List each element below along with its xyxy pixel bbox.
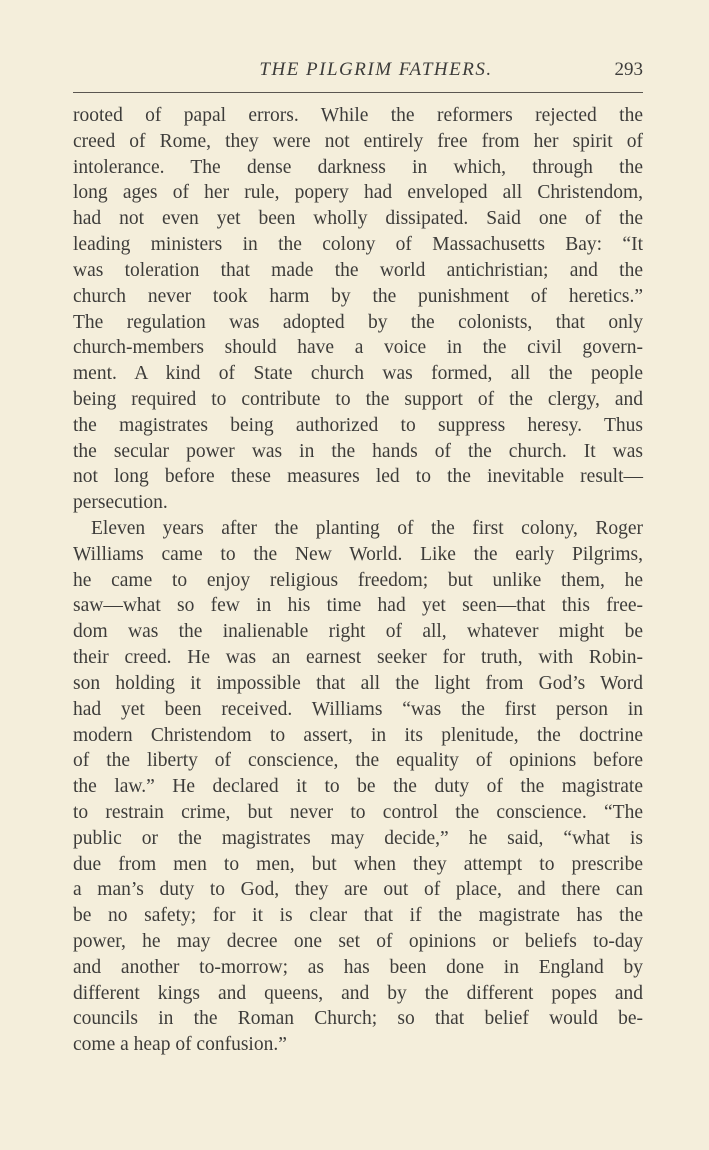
text-line: being required to contribute to the support of the clergy, and [73, 388, 643, 410]
text-line: ment. A kind of State church was formed, all the people [73, 363, 643, 385]
text-line: Williams came to the New World. Like the early Pilgrims, [73, 543, 643, 565]
text-line: saw—what so few in his time had yet seen—that this free- [73, 595, 643, 617]
running-head [73, 55, 643, 85]
running-title: THE PILGRIM FATHERS. [259, 59, 493, 80]
text-line: the secular power was in the hands of the church. It was [73, 440, 643, 462]
text-line: power, he may decree one set of opinions or beliefs to-day [73, 931, 643, 952]
text-line: their creed. He was an earnest seeker for truth, with Robin- [73, 647, 643, 669]
page-number: 293 [614, 59, 643, 80]
text-line: public or the magistrates may decide,” he said, “what is [73, 827, 643, 849]
text-line: son holding it impossible that all the light from God’s Word [73, 672, 643, 694]
text-line: different kings and queens, and by the different popes and [73, 982, 643, 1004]
text-line: dom was the inalienable right of all, whatever might be [73, 621, 643, 643]
text-line: persecution. [73, 492, 168, 514]
text-line: not long before these measures led to the inevitable result— [73, 466, 643, 488]
text-line: councils in the Roman Church; so that belief would be- [73, 1008, 643, 1030]
text-line: long ages of her rule, popery had enveloped all Christendom, [73, 182, 643, 204]
paragraph [73, 516, 643, 1058]
text-line: The regulation was adopted by the colonists, that only [73, 311, 643, 333]
text-line: had not even yet been wholly dissipated. Said one of the [73, 208, 643, 230]
text-line: come a heap of confusion.” [73, 1034, 287, 1056]
header-rule [73, 92, 643, 93]
text-line: church-members should have a voice in the civil govern- [73, 337, 643, 359]
text-line: rooted of papal errors. While the reformers rejected the [73, 105, 643, 126]
text-line: of the liberty of conscience, the equality of opinions before [73, 750, 643, 772]
body-text [73, 103, 643, 1058]
text-line: be no safety; for it is clear that if the magistrate has the [73, 905, 643, 927]
text-line: modern Christendom to assert, in its plenitude, the doctrine [73, 724, 643, 746]
text-line: and another to-morrow; as has been done in England by [73, 956, 643, 978]
text-line: to restrain crime, but never to control the conscience. “The [73, 801, 643, 823]
text-line: due from men to men, but when they attempt to prescribe [73, 853, 643, 875]
text-line: church never took harm by the punishment of heretics.” [73, 285, 643, 307]
text-line: Eleven years after the planting of the first colony, Roger [91, 518, 643, 539]
paragraph [73, 103, 643, 516]
text-line: creed of Rome, they were not entirely free from her spirit of [73, 130, 643, 152]
text-line: leading ministers in the colony of Massachusetts Bay: “It [73, 234, 643, 256]
text-line: was toleration that made the world antichristian; and the [73, 259, 643, 281]
text-line: intolerance. The dense darkness in which, through the [73, 156, 643, 178]
text-line: the law.” He declared it to be the duty of the magistrate [73, 776, 643, 798]
text-line: he came to enjoy religious freedom; but unlike them, he [73, 569, 643, 591]
text-line: a man’s duty to God, they are out of place, and there can [73, 879, 643, 901]
text-line: had yet been received. Williams “was the first person in [73, 698, 643, 720]
text-line: the magistrates being authorized to suppress heresy. Thus [73, 414, 643, 436]
